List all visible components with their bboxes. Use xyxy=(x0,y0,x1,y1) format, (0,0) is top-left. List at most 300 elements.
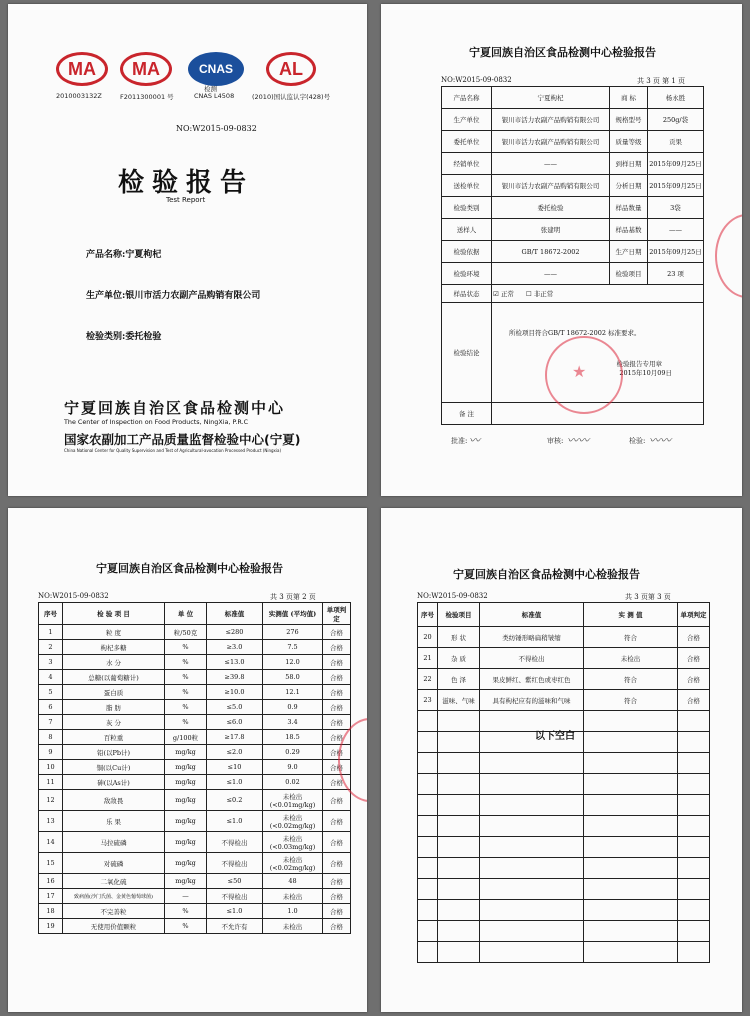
table-cell: 致病菌(沙门氏菌、金黄色葡萄球菌) xyxy=(63,889,165,904)
center-name: 宁夏回族自治区食品检测中心 xyxy=(64,399,286,417)
status-normal-checkbox: ☑ 正常 xyxy=(493,290,514,298)
table-cell: 合格 xyxy=(323,889,351,904)
empty-cell xyxy=(678,879,710,900)
table-cell: % xyxy=(165,670,207,685)
table-cell: 16 xyxy=(39,874,63,889)
table-cell: 不得检出 xyxy=(207,853,263,874)
table-row xyxy=(39,889,351,904)
table-cell: 22 xyxy=(418,669,438,690)
empty-cell xyxy=(438,816,480,837)
approver-label: 批准: xyxy=(451,437,468,445)
info-value: GB/T 18672-2002 xyxy=(492,241,610,263)
table-cell: 合格 xyxy=(323,775,351,790)
table-cell: 3 xyxy=(39,655,63,670)
table-cell: ≤10 xyxy=(207,760,263,775)
table-cell: 合格 xyxy=(678,690,710,711)
empty-cell xyxy=(584,732,678,753)
table-cell: 合格 xyxy=(323,919,351,934)
empty-cell xyxy=(584,774,678,795)
table-cell: 形 状 xyxy=(438,627,480,648)
info-label: 样品基数 xyxy=(610,219,648,241)
table-cell: 合格 xyxy=(678,627,710,648)
table-cell: 合格 xyxy=(323,655,351,670)
blank-note: 以下空白 xyxy=(535,731,575,742)
table-cell: 乐 果 xyxy=(63,811,165,832)
column-header: 实测值 (平均值) xyxy=(263,603,323,625)
table-cell: 276 xyxy=(263,625,323,640)
table-cell: 48 xyxy=(263,874,323,889)
empty-cell xyxy=(678,942,710,963)
info-value: 杨永胜 xyxy=(648,87,704,109)
table-cell: 8 xyxy=(39,730,63,745)
table-cell: 9.0 xyxy=(263,760,323,775)
table-row xyxy=(39,655,351,670)
info-value: —— xyxy=(648,219,704,241)
report-title: 检验报告 xyxy=(118,168,255,198)
report-number: NO:W2015-09-0832 xyxy=(417,592,488,600)
status-abnormal-checkbox: ☐ 非正常 xyxy=(525,290,554,298)
table-cell: ≤13.0 xyxy=(207,655,263,670)
info-label: 质量等级 xyxy=(610,131,648,153)
empty-cell xyxy=(438,711,480,732)
table-cell: 合格 xyxy=(323,760,351,775)
report-page-3 xyxy=(381,508,742,1012)
info-label: 分析日期 xyxy=(610,175,648,197)
national-center-name: 国家农副加工产品质量监督检验中心(宁夏) xyxy=(64,432,301,447)
empty-cell xyxy=(438,795,480,816)
column-header: 标准值 xyxy=(207,603,263,625)
empty-row xyxy=(418,837,710,858)
info-row xyxy=(442,109,704,131)
info-label: 样品数量 xyxy=(610,197,648,219)
table-cell: 20 xyxy=(418,627,438,648)
table-cell: ≤6.0 xyxy=(207,715,263,730)
table-cell: 23 xyxy=(418,690,438,711)
empty-cell xyxy=(584,921,678,942)
table-row xyxy=(39,625,351,640)
info-label: 委托单位 xyxy=(442,131,492,153)
info-value: 250g/袋 xyxy=(648,109,704,131)
table-cell: 合格 xyxy=(323,745,351,760)
info-value: 2015年09月25日 xyxy=(648,241,704,263)
table-cell: 合格 xyxy=(323,853,351,874)
table-cell: 14 xyxy=(39,832,63,853)
approver-signature: 〰 xyxy=(469,434,480,447)
table-cell: 9 xyxy=(39,745,63,760)
table-cell: 符合 xyxy=(584,627,678,648)
table-cell: mg/kg xyxy=(165,874,207,889)
table-cell: 果皮鲜红、紫红色或枣红色 xyxy=(480,669,584,690)
table-cell: 合格 xyxy=(323,715,351,730)
column-header: 检验项目 xyxy=(438,603,480,627)
table-cell: 无使用价值颗粒 xyxy=(63,919,165,934)
inspection-type-field: 检验类别:委托检验 xyxy=(86,332,162,342)
test-results-table-continued xyxy=(417,602,710,963)
table-cell: 0.02 xyxy=(263,775,323,790)
table-cell: 合格 xyxy=(323,670,351,685)
empty-cell xyxy=(480,921,584,942)
table-cell: mg/kg xyxy=(165,775,207,790)
table-cell: 水 分 xyxy=(63,655,165,670)
table-cell: ≤0.2 xyxy=(207,790,263,811)
table-cell: 12.1 xyxy=(263,685,323,700)
conclusion-label: 检验结论 xyxy=(442,303,492,403)
report-number: NO:W2015-09-0832 xyxy=(441,76,512,84)
table-cell: 未检出 (<0.03mg/kg) xyxy=(263,832,323,853)
table-cell: 1.0 xyxy=(263,904,323,919)
table-cell: 二氧化硫 xyxy=(63,874,165,889)
empty-row xyxy=(418,753,710,774)
table-cell: ≤5.0 xyxy=(207,700,263,715)
empty-cell xyxy=(438,921,480,942)
conclusion-text: 所检项目符合GB/T 18672-2002 标准要求。 xyxy=(509,329,641,337)
empty-cell xyxy=(678,837,710,858)
empty-cell xyxy=(480,942,584,963)
table-cell: 10 xyxy=(39,760,63,775)
table-cell: 58.0 xyxy=(263,670,323,685)
info-label: 送样人 xyxy=(442,219,492,241)
empty-cell xyxy=(584,753,678,774)
sample-status-label: 样品状态 xyxy=(442,285,492,303)
table-row xyxy=(39,685,351,700)
empty-cell xyxy=(480,753,584,774)
table-cell: 总糖(以葡萄糖计) xyxy=(63,670,165,685)
table-cell: 灰 分 xyxy=(63,715,165,730)
info-value: —— xyxy=(492,153,610,175)
info-label: 生产单位 xyxy=(442,109,492,131)
info-label: 检验类别 xyxy=(442,197,492,219)
table-row xyxy=(39,700,351,715)
seam-stamp xyxy=(715,214,742,298)
report-header: 宁夏回族自治区食品检测中心检验报告 xyxy=(453,568,640,581)
table-cell: % xyxy=(165,919,207,934)
info-row xyxy=(442,153,704,175)
empty-cell xyxy=(418,942,438,963)
empty-cell xyxy=(584,837,678,858)
page-info: 共 3 页第 3 页 xyxy=(625,593,671,601)
info-value: 宁夏枸杞 xyxy=(492,87,610,109)
empty-cell xyxy=(480,858,584,879)
info-value: 2015年09月25日 xyxy=(648,175,704,197)
empty-cell xyxy=(678,900,710,921)
producer-field: 生产单位:银川市活力农副产品购销有限公司 xyxy=(86,291,261,301)
empty-cell xyxy=(418,900,438,921)
table-cell: 铅(以Pb计) xyxy=(63,745,165,760)
table-cell: 不得检出 xyxy=(207,832,263,853)
empty-cell xyxy=(678,858,710,879)
table-cell: 5 xyxy=(39,685,63,700)
table-cell: % xyxy=(165,700,207,715)
empty-cell xyxy=(678,816,710,837)
info-value: 银川市活力农副产品购销有限公司 xyxy=(492,131,610,153)
national-center-name-en: China National Center for Quality Supervision and Test of Agricultural-avocation Processed Product (Ningxia) xyxy=(64,448,282,453)
table-cell: 合格 xyxy=(323,874,351,889)
empty-cell xyxy=(418,774,438,795)
table-cell: 不得检出 xyxy=(480,648,584,669)
stamp-text: 检验报告专用章 xyxy=(616,360,662,368)
empty-cell xyxy=(438,837,480,858)
table-row xyxy=(39,670,351,685)
table-cell: 21 xyxy=(418,648,438,669)
table-row xyxy=(39,919,351,934)
table-cell: 未检出 (<0.02mg/kg) xyxy=(263,853,323,874)
table-cell: 马拉硫磷 xyxy=(63,832,165,853)
cal-code: (2010)国认监认字(428)号 xyxy=(252,93,331,101)
cover-page xyxy=(8,4,367,496)
column-header: 单 位 xyxy=(165,603,207,625)
table-cell: 杂 质 xyxy=(438,648,480,669)
table-cell: 百粒重 xyxy=(63,730,165,745)
table-cell: % xyxy=(165,655,207,670)
table-cell: 不允许有 xyxy=(207,919,263,934)
table-cell: 18.5 xyxy=(263,730,323,745)
cal-logo: AL xyxy=(266,52,316,86)
empty-cell xyxy=(418,795,438,816)
table-cell: 符合 xyxy=(584,690,678,711)
table-cell: 合格 xyxy=(323,730,351,745)
product-field: 产品名称:宁夏枸杞 xyxy=(86,250,162,260)
table-cell: 0.29 xyxy=(263,745,323,760)
empty-cell xyxy=(678,795,710,816)
info-label: 经销单位 xyxy=(442,153,492,175)
empty-cell xyxy=(418,711,438,732)
table-cell: ≥10.0 xyxy=(207,685,263,700)
table-cell: 敌敌畏 xyxy=(63,790,165,811)
table-cell: % xyxy=(165,904,207,919)
info-label: 产品名称 xyxy=(442,87,492,109)
empty-cell xyxy=(480,900,584,921)
empty-cell xyxy=(438,879,480,900)
table-cell: 6 xyxy=(39,700,63,715)
table-cell: — xyxy=(165,889,207,904)
table-row xyxy=(39,640,351,655)
empty-row xyxy=(418,774,710,795)
empty-cell xyxy=(438,942,480,963)
info-label: 规格型号 xyxy=(610,109,648,131)
page-info: 共 3 页第 2 页 xyxy=(270,593,316,601)
column-header: 单项判定 xyxy=(323,603,351,625)
empty-row xyxy=(418,816,710,837)
table-cell: 合格 xyxy=(323,640,351,655)
table-cell: 色 泽 xyxy=(438,669,480,690)
table-cell: 4 xyxy=(39,670,63,685)
table-cell: 砷(以As计) xyxy=(63,775,165,790)
empty-cell xyxy=(678,921,710,942)
info-value: 委托检验 xyxy=(492,197,610,219)
info-value: 张建明 xyxy=(492,219,610,241)
table-row xyxy=(39,775,351,790)
empty-cell xyxy=(418,879,438,900)
empty-row xyxy=(418,858,710,879)
column-header: 单项判定 xyxy=(678,603,710,627)
empty-cell xyxy=(418,921,438,942)
empty-cell xyxy=(678,732,710,753)
table-cell: 蛋白质 xyxy=(63,685,165,700)
table-cell: mg/kg xyxy=(165,811,207,832)
table-cell: ≤1.0 xyxy=(207,904,263,919)
table-cell: 11 xyxy=(39,775,63,790)
empty-cell xyxy=(678,774,710,795)
table-cell: 3.4 xyxy=(263,715,323,730)
center-name-en: The Center of Inspection on Food Products, NingXia, P.R.C xyxy=(64,418,249,426)
empty-cell xyxy=(584,816,678,837)
info-row xyxy=(442,197,704,219)
table-cell: 合格 xyxy=(678,648,710,669)
table-cell: 合格 xyxy=(323,685,351,700)
empty-cell xyxy=(418,837,438,858)
table-cell: 15 xyxy=(39,853,63,874)
info-label: 商 标 xyxy=(610,87,648,109)
column-header: 序号 xyxy=(418,603,438,627)
table-cell: 铜(以Cu计) xyxy=(63,760,165,775)
info-row xyxy=(442,175,704,197)
report-page-1 xyxy=(381,4,742,496)
table-cell: 合格 xyxy=(323,904,351,919)
table-cell: 滋味、气味 xyxy=(438,690,480,711)
table-cell: 19 xyxy=(39,919,63,934)
table-cell: ≤50 xyxy=(207,874,263,889)
table-cell: 不得检出 xyxy=(207,889,263,904)
table-cell: 具有枸杞应有的滋味和气味 xyxy=(480,690,584,711)
table-cell: ≥39.8 xyxy=(207,670,263,685)
empty-cell xyxy=(480,795,584,816)
info-row xyxy=(442,131,704,153)
info-label: 检验依据 xyxy=(442,241,492,263)
table-cell: ≥3.0 xyxy=(207,640,263,655)
table-row xyxy=(418,627,710,648)
table-row xyxy=(39,874,351,889)
table-cell: ≤280 xyxy=(207,625,263,640)
table-row xyxy=(39,715,351,730)
empty-row xyxy=(418,795,710,816)
table-cell: 合格 xyxy=(323,811,351,832)
table-cell: mg/kg xyxy=(165,853,207,874)
empty-cell xyxy=(480,816,584,837)
empty-row xyxy=(418,921,710,942)
table-cell: 2 xyxy=(39,640,63,655)
remark-label: 备 注 xyxy=(442,403,492,425)
empty-cell xyxy=(678,711,710,732)
test-results-table xyxy=(38,602,351,934)
empty-cell xyxy=(438,732,480,753)
empty-cell xyxy=(418,753,438,774)
info-label: 检验环境 xyxy=(442,263,492,285)
table-cell: 7 xyxy=(39,715,63,730)
table-cell: ≤2.0 xyxy=(207,745,263,760)
table-cell: % xyxy=(165,685,207,700)
table-cell: 未检出 xyxy=(263,889,323,904)
table-cell: 17 xyxy=(39,889,63,904)
sample-status-row xyxy=(442,285,704,303)
table-cell: 合格 xyxy=(323,790,351,811)
table-cell: mg/kg xyxy=(165,745,207,760)
cnas-sub: 检测 xyxy=(204,85,217,93)
table-cell: 粒 度 xyxy=(63,625,165,640)
report-page-2 xyxy=(8,508,367,1012)
cma-code: 2010003132Z xyxy=(56,92,102,100)
report-number: NO:W2015-09-0832 xyxy=(176,124,257,133)
info-row xyxy=(442,219,704,241)
empty-cell xyxy=(480,774,584,795)
table-cell: 对硫磷 xyxy=(63,853,165,874)
table-cell: 1 xyxy=(39,625,63,640)
empty-row xyxy=(418,900,710,921)
info-row xyxy=(442,241,704,263)
table-cell: 12 xyxy=(39,790,63,811)
info-label: 到样日期 xyxy=(610,153,648,175)
empty-cell xyxy=(438,774,480,795)
cma-logo: MA xyxy=(56,52,108,86)
table-cell: mg/kg xyxy=(165,790,207,811)
table-cell: mg/kg xyxy=(165,760,207,775)
info-value: 23 项 xyxy=(648,263,704,285)
empty-cell xyxy=(438,753,480,774)
empty-cell xyxy=(418,858,438,879)
inspector-signature: 〰〰 xyxy=(649,434,671,447)
empty-cell xyxy=(418,816,438,837)
info-value: 3袋 xyxy=(648,197,704,219)
page-info: 共 3 页 第 1 页 xyxy=(637,77,686,85)
table-cell: 合格 xyxy=(323,832,351,853)
table-cell: 合格 xyxy=(323,700,351,715)
table-cell: 不完善粒 xyxy=(63,904,165,919)
column-header: 序号 xyxy=(39,603,63,625)
table-cell: 合格 xyxy=(323,625,351,640)
table-cell: 7.5 xyxy=(263,640,323,655)
conclusion-date: 2015年10月09日 xyxy=(619,369,672,377)
empty-cell xyxy=(480,837,584,858)
info-label: 检验项目 xyxy=(610,263,648,285)
info-value: —— xyxy=(492,263,610,285)
info-row xyxy=(442,87,704,109)
table-cell: 未检出 (<0.02mg/kg) xyxy=(263,811,323,832)
report-header: 宁夏回族自治区食品检测中心检验报告 xyxy=(469,46,656,59)
table-cell: 0.9 xyxy=(263,700,323,715)
info-label: 送检单位 xyxy=(442,175,492,197)
table-cell: ≤1.0 xyxy=(207,811,263,832)
cma-logo-2: MA xyxy=(120,52,172,86)
table-row xyxy=(39,730,351,745)
table-cell: 合格 xyxy=(678,669,710,690)
table-cell: 未检出 xyxy=(584,648,678,669)
report-number: NO:W2015-09-0832 xyxy=(38,592,109,600)
info-row xyxy=(442,263,704,285)
table-cell: 符合 xyxy=(584,669,678,690)
table-cell: 18 xyxy=(39,904,63,919)
table-cell: % xyxy=(165,715,207,730)
column-header: 检 验 项 目 xyxy=(63,603,165,625)
column-header: 实 测 值 xyxy=(584,603,678,627)
table-row xyxy=(39,811,351,832)
empty-row xyxy=(418,879,710,900)
report-title-en: Test Report xyxy=(166,196,206,204)
empty-cell xyxy=(678,753,710,774)
table-row xyxy=(39,790,351,811)
info-value: 2015年09月25日 xyxy=(648,153,704,175)
info-label: 生产日期 xyxy=(610,241,648,263)
info-value: 银川市活力农副产品购销有限公司 xyxy=(492,109,610,131)
table-row xyxy=(418,669,710,690)
table-row xyxy=(39,760,351,775)
inspector-label: 检验: xyxy=(629,437,646,445)
table-row xyxy=(418,690,710,711)
info-value: 贡果 xyxy=(648,131,704,153)
stamp-star-icon: ★ xyxy=(572,362,587,381)
table-cell: 枸杞多糖 xyxy=(63,640,165,655)
cnas-logo: CNAS xyxy=(188,52,244,86)
table-cell: 粒/50克 xyxy=(165,625,207,640)
empty-cell xyxy=(438,858,480,879)
